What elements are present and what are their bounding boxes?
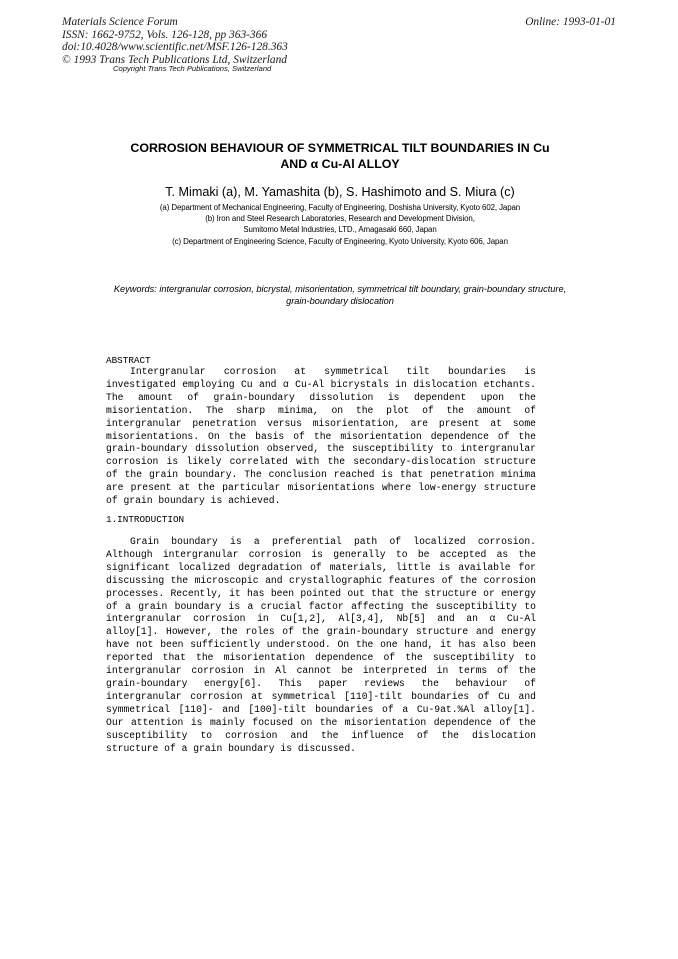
introduction-heading: 1.INTRODUCTION xyxy=(106,514,185,525)
abstract-heading: ABSTRACT xyxy=(106,355,151,366)
keywords: Keywords: intergranular corrosion, bicrystal, misorientation, symmetrical tilt boundary, grain-boundary structure, grain-boundary dislocation xyxy=(113,284,567,306)
paper-title xyxy=(100,140,580,172)
introduction-body xyxy=(106,536,536,755)
title-line-1: CORROSION BEHAVIOUR OF SYMMETRICAL TILT BOUNDARIES IN Cu xyxy=(130,141,550,155)
doi-line[interactable]: doi:10.4028/www.scientific.net/MSF.126-128.363 xyxy=(62,41,288,53)
affiliation-a: (a) Department of Mechanical Engineering, Faculty of Engineering, Doshisha University, Kyoto 602, Japan xyxy=(159,203,521,212)
affiliations xyxy=(80,202,600,247)
online-date: Online: 1993-01-01 xyxy=(525,16,616,28)
copyright-small: Copyright Trans Tech Publications, Switzerland xyxy=(113,64,272,73)
journal-header xyxy=(62,16,288,66)
abstract-body xyxy=(106,366,536,508)
affiliation-b: (b) Iron and Steel Research Laboratories, Research and Development Division, xyxy=(205,214,475,224)
copyright-line: © 1993 Trans Tech Publications Ltd, Switzerland xyxy=(62,53,287,66)
affiliation-b-cont: Sumitomo Metal Industries, LTD., Amagasaki 660, Japan xyxy=(243,225,437,235)
journal-name: Materials Science Forum xyxy=(62,16,178,28)
introduction-text: Grain boundary is a preferential path of localized corrosion. Although intergranular corrosion is generally to be accepted as the significant localized degradation of materials, little is available for discussing the microscopic and crystallographic features of the corrosion processes. Recently, it has been pointed out that the structure or energy of a grain boundary is a crucial factor affecting the susceptibility to intergranular corrosion in Cu[1,2], Al[3,4], Nb[5] and an α Cu-Al alloy[1]. However, the roles of the grain-boundary structure and energy have not been sufficiently understood. On the one hand, it has also been reported that the misorientation dependence of the susceptibility to intergranular corrosion in Al cannot be interpreted in terms of the grain-boundary energy[6]. This paper reviews the behaviour of intergranular corrosion at symmetrical [110]-tilt boundaries of Cu and symmetrical [110]- and [100]-tilt boundaries of a Cu-9at.%Al alloy[1]. Our attention is mainly focused on the misorientation dependence of the susceptibility to corrosion and the influence of the dislocation structure of a grain boundary is discussed. xyxy=(106,536,536,754)
abstract-text: Intergranular corrosion at symmetrical tilt boundaries is investigated employing Cu and α Cu-Al bicrystals in dislocation etchants. The amount of grain-boundary dissolution is dependent upon the misorientation. The sharp minima, on the plot of the amount of intergranular penetration versus misorientation, are present at some misorientations. On the basis of the misorientation dependence of the grain-boundary dissolution observed, the susceptibility to intergranular corrosion is likely correlated with the secondary-dislocation structure of the grain boundary. The conclusion reached is that penetration minima are present at the particular misorientations where low-energy structure of grain boundary is achieved. xyxy=(106,366,536,507)
affiliation-c: (c) Department of Engineering Science, Faculty of Engineering, Kyoto University, Kyoto 606, Japan xyxy=(172,236,508,246)
title-line-2: AND α Cu-Al ALLOY xyxy=(280,157,400,171)
authors: T. Mimaki (a), M. Yamashita (b), S. Hashimoto and S. Miura (c) xyxy=(165,185,515,199)
issn-line: ISSN: 1662-9752, Vols. 126-128, pp 363-366 xyxy=(62,28,268,41)
